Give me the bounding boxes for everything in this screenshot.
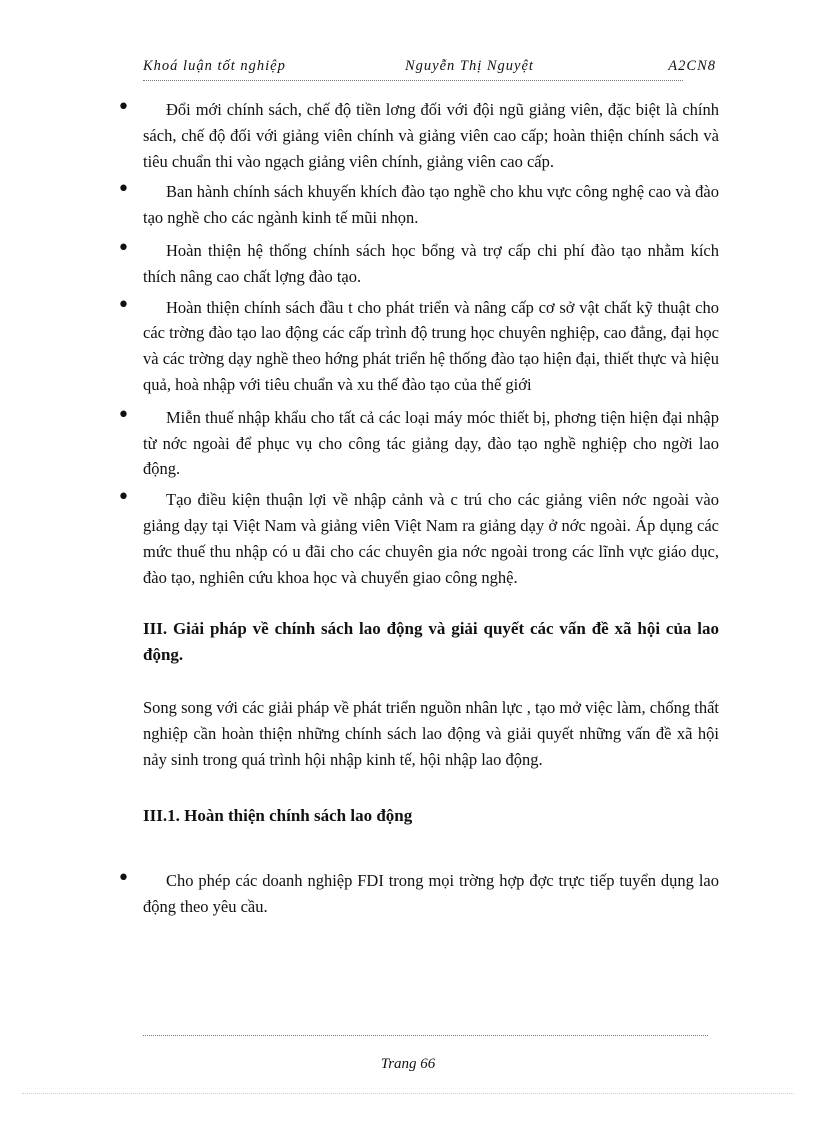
header-class-code: A2CN8 <box>668 58 716 74</box>
header-divider <box>143 80 683 81</box>
bullet-item: • Hoàn thiện hệ thống chính sách học bổng và trợ cấp chi phí đào tạo nhằm kích thích nâng cao chất lợng đào tạo. <box>143 238 719 290</box>
page-number: Trang 66 <box>380 1056 436 1072</box>
page-body <box>143 97 719 919</box>
body-paragraph: Song song với các giải pháp về phát triển nguồn nhân lực , tạo mở việc làm, chống thất nghiệp cần hoàn thiện những chính sách lao động và giải quyết những vấn đề xã hội nảy sinh trong quá trình hội nhập kinh tế, hội nhập lao động. <box>143 698 719 769</box>
bullet-item: • Miễn thuế nhập khẩu cho tất cả các loại máy móc thiết bị, phơng tiện hiện đại nhập từ nớc ngoài để phục vụ cho công tác giảng dạy, đào tạo nghề nghiệp cho ngời lao động. <box>143 405 719 482</box>
header-author-name: Nguyễn Thị Nguyệt <box>405 58 534 74</box>
bullet-item: • Cho phép các doanh nghiệp FDI trong mọi trờng hợp đợc trực tiếp tuyển dụng lao động theo yêu cầu. <box>143 868 719 920</box>
bullet-item: • Hoàn thiện chính sách đầu t cho phát triển và nâng cấp cơ sở vật chất kỹ thuật cho các trờng đào tạo lao động các cấp trình độ trung học chuyên nghiệp, cao đẳng, đại học và các trờng dạy nghề theo hớng phát triển hệ thống đào tạo hiện đại, thiết thực và hiệu quả, hoà nhập với tiêu chuẩn và xu thế đào tạo của thế giới <box>143 295 719 398</box>
header-thesis-title: Khoá luận tốt nghiệp <box>143 58 286 74</box>
section-heading: III. Giải pháp về chính sách lao động và giải quyết các vấn đề xã hội của lao động. <box>143 619 719 665</box>
bullet-item: • Đổi mới chính sách, chế độ tiền lơng đối với đội ngũ giảng viên, đặc biệt là chính sách, chế độ đối với giảng viên chính và giảng viên cao cấp; hoàn thiện chính sách và tiêu chuẩn thi vào ngạch giảng viên chính, giảng viên cao cấp. <box>143 97 719 174</box>
bullet-item: • Tạo điều kiện thuận lợi về nhập cảnh và c trú cho các giảng viên nớc ngoài vào giảng dạy tại Việt Nam và giảng viên Việt Nam ra giảng dạy ở nớc ngoài. Áp dụng các mức thuế thu nhập có u đãi cho các chuyên gia nớc ngoài trong các lĩnh vực giáo dục, đào tạo, nghiên cứu khoa học và chuyển giao công nghệ. <box>143 487 719 590</box>
bullet-item: • Ban hành chính sách khuyến khích đào tạo nghề cho khu vực công nghệ cao và đào tạo nghề cho các ngành kinh tế mũi nhọn. <box>143 179 719 231</box>
page-edge-divider <box>22 1093 794 1094</box>
subsection-heading: III.1. Hoàn thiện chính sách lao động <box>143 805 413 825</box>
footer-divider <box>143 1035 708 1036</box>
page-header <box>143 58 716 78</box>
